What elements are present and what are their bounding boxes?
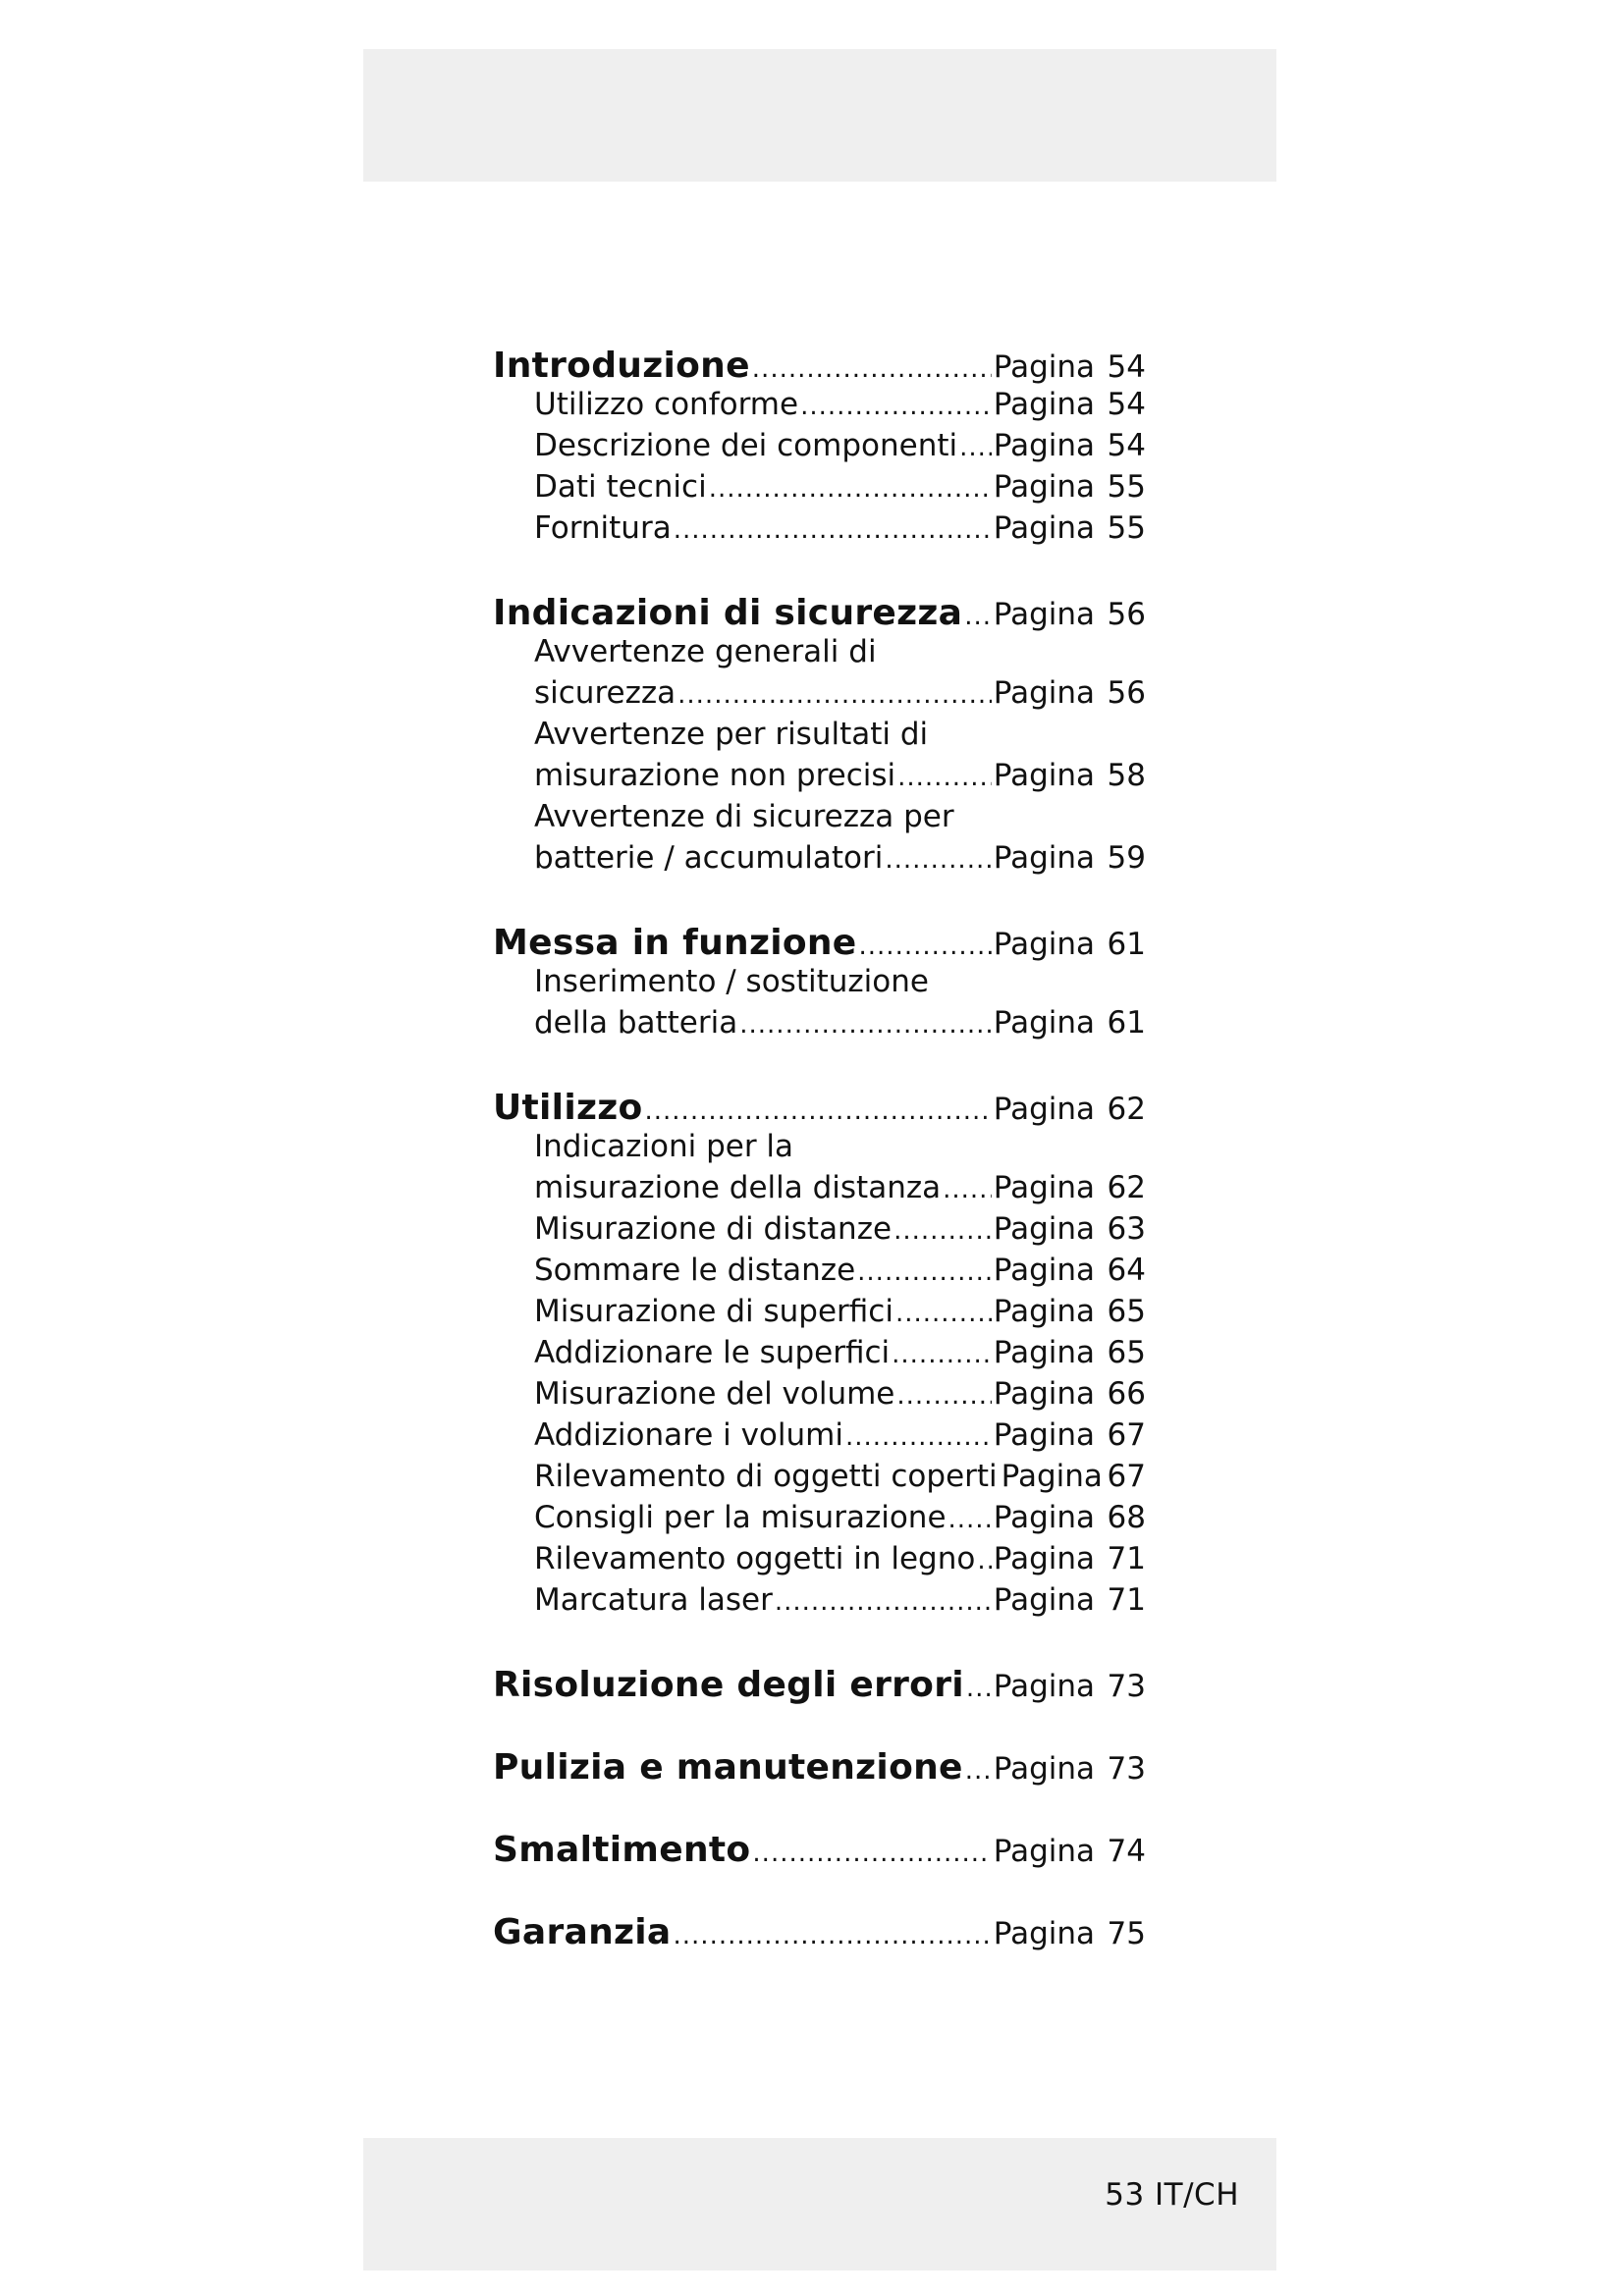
toc-entry-text: Rilevamento oggetti in legno [534, 1541, 976, 1576]
toc-heading[interactable] [493, 1830, 1146, 1871]
toc-heading-title: Pulizia e manutenzione [493, 1747, 963, 1788]
toc-entry-text: Consigli per la misurazione [534, 1500, 947, 1535]
toc-page-label: Pagina [993, 1376, 1095, 1412]
toc-leader-dots [977, 1546, 991, 1575]
toc-page-label: Pagina [993, 597, 1095, 632]
toc-page-label: Pagina [993, 349, 1095, 385]
toc-entry[interactable] [493, 1005, 1146, 1046]
toc-heading-title: Risoluzione degli errori [493, 1665, 964, 1705]
toc-entry[interactable] [493, 1376, 1146, 1417]
toc-page-number: 61 [1107, 1005, 1146, 1041]
toc-entry[interactable] [493, 1459, 1146, 1500]
toc-entry[interactable] [493, 469, 1146, 510]
toc-entry[interactable] [493, 675, 1146, 717]
toc-entry[interactable] [493, 1500, 1146, 1541]
toc-heading-title: Smaltimento [493, 1830, 751, 1870]
toc-page-label: Pagina [993, 1582, 1095, 1618]
header-band [363, 49, 1276, 182]
toc-page-label: Pagina [993, 1253, 1095, 1288]
toc-entry-text: Avvertenze di sicurezza per [534, 799, 954, 834]
toc-page-number: 63 [1107, 1211, 1146, 1247]
toc-heading[interactable] [493, 593, 1146, 634]
toc-page-number: 62 [1107, 1170, 1146, 1205]
toc-page-label: Pagina [993, 1092, 1095, 1127]
toc-entry-text: batterie / accumulatori [534, 840, 884, 876]
toc-page-number: 54 [1107, 387, 1146, 422]
toc-page-number: 65 [1107, 1335, 1146, 1370]
toc-heading[interactable] [493, 1912, 1146, 1953]
toc-page-label: Pagina [993, 1500, 1095, 1535]
toc-page-label: Pagina [993, 1834, 1095, 1869]
toc-entry-text: Descrizione dei componenti [534, 428, 958, 463]
toc-entry-text: della batteria [534, 1005, 738, 1041]
toc-page-label: Pagina [993, 1669, 1095, 1704]
section-spacer [493, 1871, 1146, 1912]
toc-page-number: 55 [1107, 469, 1146, 505]
toc-leader-dots [752, 1839, 991, 1868]
toc-entry[interactable] [493, 1582, 1146, 1624]
toc-leader-dots [964, 602, 992, 631]
toc-page-number: 54 [1107, 428, 1146, 463]
toc-entry-text: Misurazione di superfici [534, 1294, 893, 1329]
toc-entry[interactable] [493, 1211, 1146, 1253]
toc-entry[interactable] [493, 1294, 1146, 1335]
toc-leader-dots [752, 354, 992, 384]
toc-page-label: Pagina [993, 1541, 1095, 1576]
toc-heading[interactable] [493, 923, 1146, 964]
toc-leader-dots [857, 1257, 992, 1287]
toc-page-label: Pagina [993, 1751, 1095, 1787]
toc-entry[interactable] [493, 840, 1146, 881]
toc-page-number: 54 [1107, 349, 1146, 385]
toc-leader-dots [966, 1674, 992, 1703]
toc-page-number: 62 [1107, 1092, 1146, 1127]
toc-page-number: 71 [1107, 1582, 1146, 1618]
toc-page-number: 61 [1107, 927, 1146, 962]
toc-page-number: 67 [1107, 1459, 1146, 1494]
toc-leader-dots [943, 1175, 992, 1204]
toc-leader-dots [895, 1299, 992, 1328]
toc-page-number: 67 [1107, 1417, 1146, 1453]
toc-page-label: Pagina [993, 1294, 1095, 1329]
toc-heading[interactable] [493, 1088, 1146, 1129]
toc-leader-dots [892, 1340, 992, 1369]
toc-entry-text: Avvertenze per risultati di [534, 717, 929, 752]
toc-page-number: 74 [1107, 1834, 1146, 1869]
toc-heading-title: Utilizzo [493, 1088, 643, 1128]
toc-leader-dots [965, 1756, 992, 1786]
toc-leader-dots [948, 1505, 992, 1534]
toc-page-number: 58 [1107, 758, 1146, 793]
toc-page-label: Pagina [993, 510, 1095, 546]
toc-heading[interactable] [493, 1747, 1146, 1789]
toc-page-number: 65 [1107, 1294, 1146, 1329]
toc-entry[interactable] [493, 758, 1146, 799]
toc-page-label: Pagina [993, 387, 1095, 422]
footer-band [363, 2138, 1276, 2270]
section-spacer [493, 881, 1146, 923]
toc-heading-title: Indicazioni di sicurezza [493, 593, 963, 633]
toc-page-number: 66 [1107, 1376, 1146, 1412]
toc-entry-line1[interactable] [493, 799, 1146, 840]
toc-leader-dots [674, 515, 992, 545]
toc-page-number: 55 [1107, 510, 1146, 546]
toc-page-label: Pagina [993, 927, 1095, 962]
toc-entry-text: misurazione della distanza [534, 1170, 942, 1205]
section-spacer [493, 1624, 1146, 1665]
toc-page-label: Pagina [993, 1916, 1095, 1951]
section-spacer [493, 552, 1146, 593]
toc-leader-dots [800, 392, 992, 421]
toc-leader-dots [959, 433, 992, 462]
toc-page-number: 73 [1107, 1669, 1146, 1704]
toc-leader-dots [775, 1587, 992, 1617]
toc-entry-text: Dati tecnici [534, 469, 707, 505]
toc-page-number: 68 [1107, 1500, 1146, 1535]
toc-entry-line1[interactable] [493, 634, 1146, 675]
toc-entry-text: Inserimento / sostituzione [534, 964, 929, 999]
toc-entry-text: Avvertenze generali di [534, 634, 877, 669]
toc-page-label: Pagina [993, 469, 1095, 505]
toc-page-label: Pagina [993, 1211, 1095, 1247]
toc-entry[interactable] [493, 1541, 1146, 1582]
toc-leader-dots [885, 845, 991, 875]
toc-leader-dots [645, 1096, 992, 1126]
toc-entry-line1[interactable] [493, 1129, 1146, 1170]
table-of-contents [493, 346, 1146, 1953]
toc-page-number: 56 [1107, 675, 1146, 711]
toc-heading[interactable] [493, 346, 1146, 387]
toc-entry-text: Utilizzo conforme [534, 387, 799, 422]
section-spacer [493, 1046, 1146, 1088]
toc-entry-text: Misurazione di distanze [534, 1211, 893, 1247]
toc-entry[interactable] [493, 1417, 1146, 1459]
toc-leader-dots [893, 1216, 992, 1246]
toc-entry-text: Addizionare le superfici [534, 1335, 891, 1370]
toc-page-label: Pagina [993, 1335, 1095, 1370]
toc-page-label: Pagina [993, 758, 1095, 793]
toc-page-label: Pagina [993, 1170, 1095, 1205]
toc-entry-text: Marcatura laser [534, 1582, 773, 1618]
toc-leader-dots [845, 1422, 992, 1452]
toc-entry-text: Misurazione del volume [534, 1376, 895, 1412]
toc-page-label: Pagina [993, 1005, 1095, 1041]
toc-page-number: 56 [1107, 597, 1146, 632]
toc-page-number: 59 [1107, 840, 1146, 876]
toc-entry-text: Indicazioni per la [534, 1129, 794, 1164]
toc-entry[interactable] [493, 1335, 1146, 1376]
toc-leader-dots [896, 1381, 991, 1411]
toc-page-label: Pagina [993, 675, 1095, 711]
toc-entry-text: sicurezza [534, 675, 677, 711]
toc-heading-title: Introduzione [493, 346, 750, 386]
toc-entry-line1[interactable] [493, 964, 1146, 1005]
toc-entry[interactable] [493, 428, 1146, 469]
toc-entry-text: Rilevamento di oggetti coperti [534, 1459, 998, 1494]
toc-leader-dots [677, 680, 992, 710]
section-spacer [493, 1706, 1146, 1747]
toc-leader-dots [859, 932, 992, 961]
toc-entry-text: Sommare le distanze [534, 1253, 856, 1288]
toc-heading[interactable] [493, 1665, 1146, 1706]
toc-page-label: Pagina [993, 428, 1095, 463]
toc-leader-dots [897, 763, 992, 792]
toc-entry-text: Fornitura [534, 510, 672, 546]
toc-page-number: 71 [1107, 1541, 1146, 1576]
toc-entry[interactable] [493, 1170, 1146, 1211]
toc-leader-dots [709, 474, 992, 504]
toc-page-number: 75 [1107, 1916, 1146, 1951]
toc-page-label: Pagina [993, 840, 1095, 876]
page-number: 53 IT/CH [1105, 2177, 1239, 2213]
toc-entry[interactable] [493, 1253, 1146, 1294]
toc-entry-text: misurazione non precisi [534, 758, 896, 793]
toc-page-label: Pagina [1001, 1459, 1103, 1494]
toc-page-label: Pagina [993, 1417, 1095, 1453]
toc-leader-dots [739, 1010, 992, 1040]
toc-entry[interactable] [493, 387, 1146, 428]
section-spacer [493, 1789, 1146, 1830]
toc-entry-text: Addizionare i volumi [534, 1417, 843, 1453]
toc-entry[interactable] [493, 510, 1146, 552]
toc-leader-dots [674, 1921, 992, 1950]
toc-page-number: 64 [1107, 1253, 1146, 1288]
toc-entry-line1[interactable] [493, 717, 1146, 758]
toc-page-number: 73 [1107, 1751, 1146, 1787]
toc-heading-title: Garanzia [493, 1912, 672, 1952]
toc-heading-title: Messa in funzione [493, 923, 857, 963]
